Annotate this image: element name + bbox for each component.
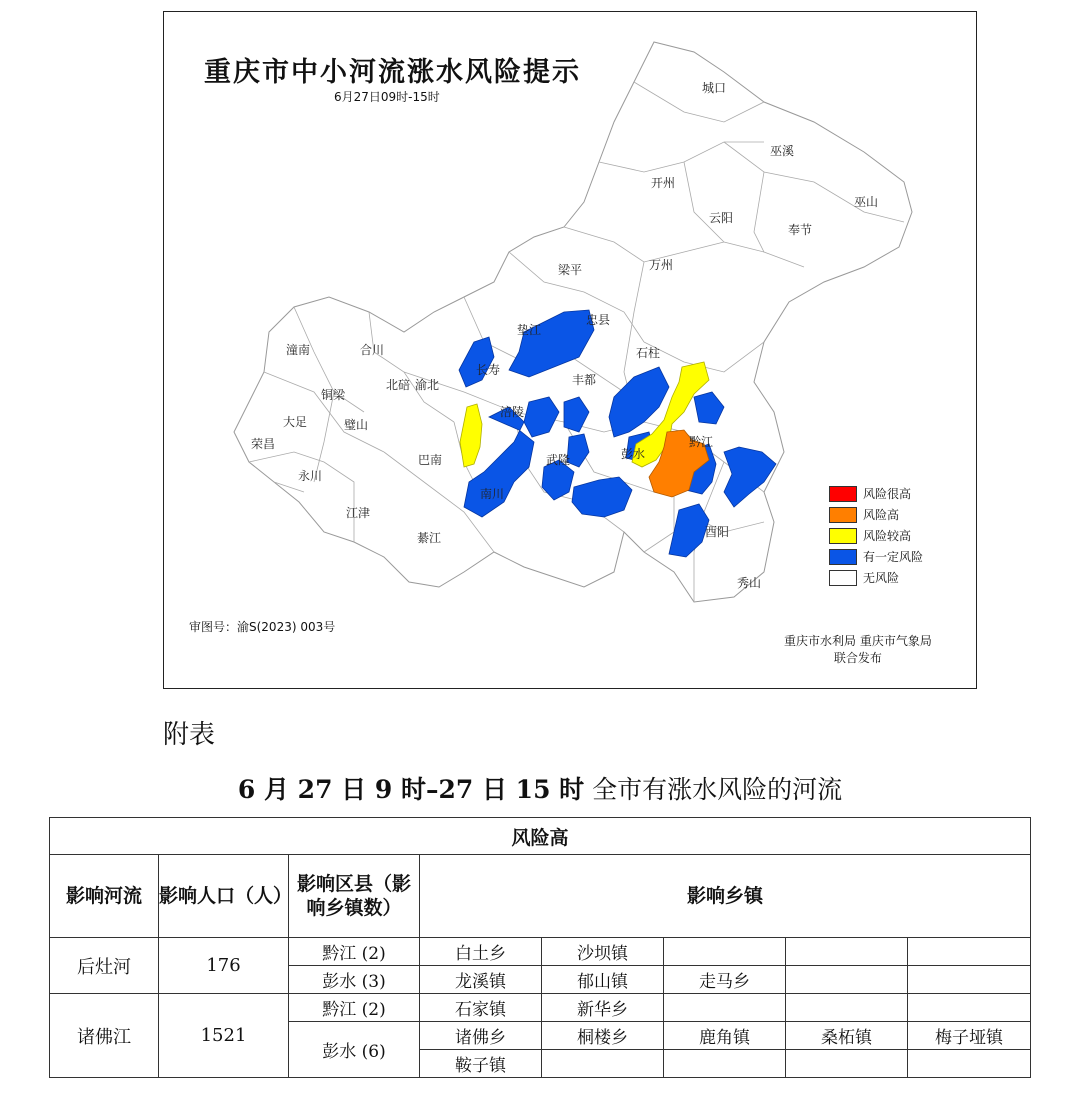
town [908, 966, 1031, 994]
population: 1521 [159, 994, 289, 1078]
legend-item-some [829, 546, 923, 567]
legend-swatch [829, 570, 857, 586]
town [786, 994, 908, 1022]
district-label: 合川 [360, 343, 385, 357]
town: 鞍子镇 [420, 1050, 542, 1078]
map-subtitle: 6月27日09时-15时 [334, 90, 440, 104]
district-label: 江津 [346, 506, 371, 520]
town [908, 1050, 1031, 1078]
district-label: 綦江 [417, 531, 442, 545]
town [908, 994, 1031, 1022]
map-legend [829, 483, 923, 588]
town: 新华乡 [542, 994, 664, 1022]
approval-number: 审图号：渝S(2023) 003号 [189, 620, 336, 634]
legend-label: 风险较高 [863, 529, 912, 543]
town [664, 994, 786, 1022]
district-label: 万州 [649, 258, 674, 272]
river-name: 诸佛江 [50, 994, 159, 1078]
legend-label: 风险高 [863, 508, 900, 522]
legend-item-elevated [829, 525, 923, 546]
legend-label: 风险很高 [863, 487, 912, 501]
risk-table [49, 817, 1031, 1078]
town [786, 966, 908, 994]
town [664, 938, 786, 966]
district-label: 武隆 [546, 453, 571, 467]
legend-item-very-high [829, 483, 923, 504]
river-name: 后灶河 [50, 938, 159, 994]
population: 176 [159, 938, 289, 994]
town [786, 938, 908, 966]
district-label: 南川 [480, 487, 505, 501]
district-label: 云阳 [709, 211, 734, 225]
district-label: 巫山 [854, 195, 879, 209]
legend-label: 有一定风险 [863, 550, 924, 564]
town: 龙溪镇 [420, 966, 542, 994]
district-label: 石柱 [636, 346, 661, 360]
district-label: 荣昌 [251, 437, 276, 451]
publisher-line1: 重庆市水利局 重庆市气象局 [784, 634, 932, 648]
district-label: 忠县 [586, 313, 611, 327]
header-river: 影响河流 [50, 855, 159, 938]
legend-item-none [829, 567, 923, 588]
header-population: 影响人口（人） [159, 855, 289, 938]
town [786, 1050, 908, 1078]
district-label: 长寿 [476, 363, 501, 377]
town: 郁山镇 [542, 966, 664, 994]
header-towns: 影响乡镇 [420, 855, 1031, 938]
district-label: 涪陵 [500, 405, 525, 419]
district-label: 开州 [651, 176, 676, 190]
district-label: 丰都 [572, 373, 597, 387]
district-label: 酉阳 [705, 525, 730, 539]
legend-swatch [829, 486, 857, 502]
district-label: 梁平 [558, 263, 583, 277]
town: 桑柘镇 [786, 1022, 908, 1050]
district: 黔江 (2) [289, 938, 420, 966]
risk-level-header: 风险高 [50, 818, 1031, 855]
appendix-label: 附表 [163, 720, 216, 750]
legend-swatch [829, 528, 857, 544]
table-title-time: 6 月 27 日 9 时–27 日 15 时 [237, 775, 585, 804]
town: 鹿角镇 [664, 1022, 786, 1050]
town: 石家镇 [420, 994, 542, 1022]
district: 彭水 (6) [289, 1022, 420, 1078]
publisher [784, 633, 932, 667]
district-label: 黔江 [689, 435, 714, 449]
publisher-line2: 联合发布 [833, 651, 882, 665]
district-label: 垫江 [517, 323, 542, 337]
district: 彭水 (3) [289, 966, 420, 994]
town: 诸佛乡 [420, 1022, 542, 1050]
table-row [50, 994, 1031, 1022]
town: 白土乡 [420, 938, 542, 966]
legend-swatch [829, 549, 857, 565]
district-label: 秀山 [737, 576, 762, 590]
district-label: 璧山 [344, 418, 369, 432]
town: 沙坝镇 [542, 938, 664, 966]
risk-map [163, 11, 977, 689]
map-title: 重庆市中小河流涨水风险提示 [204, 57, 581, 88]
legend-label: 无风险 [863, 571, 900, 585]
district-label: 彭水 [621, 447, 646, 461]
district-label: 奉节 [788, 223, 813, 237]
legend-item-high [829, 504, 923, 525]
table-title [0, 770, 1080, 806]
district-label: 铜梁 [321, 388, 346, 402]
town [908, 938, 1031, 966]
district: 黔江 (2) [289, 994, 420, 1022]
town [664, 1050, 786, 1078]
town: 桐楼乡 [542, 1022, 664, 1050]
district-label: 巫溪 [770, 144, 795, 158]
table-title-text: 全市有涨水风险的河流 [584, 775, 843, 804]
district-label: 大足 [283, 415, 308, 429]
table-row [50, 938, 1031, 966]
legend-swatch [829, 507, 857, 523]
district-label: 巴南 [418, 453, 443, 467]
town: 走马乡 [664, 966, 786, 994]
town [542, 1050, 664, 1078]
district-label: 渝北 [415, 378, 440, 392]
district-label: 北碚 [386, 378, 411, 392]
district-label: 城口 [702, 81, 727, 95]
town: 梅子垭镇 [908, 1022, 1031, 1050]
header-district: 影响区县（影响乡镇数） [289, 855, 420, 938]
district-label: 潼南 [286, 343, 311, 357]
district-label: 永川 [298, 469, 323, 483]
